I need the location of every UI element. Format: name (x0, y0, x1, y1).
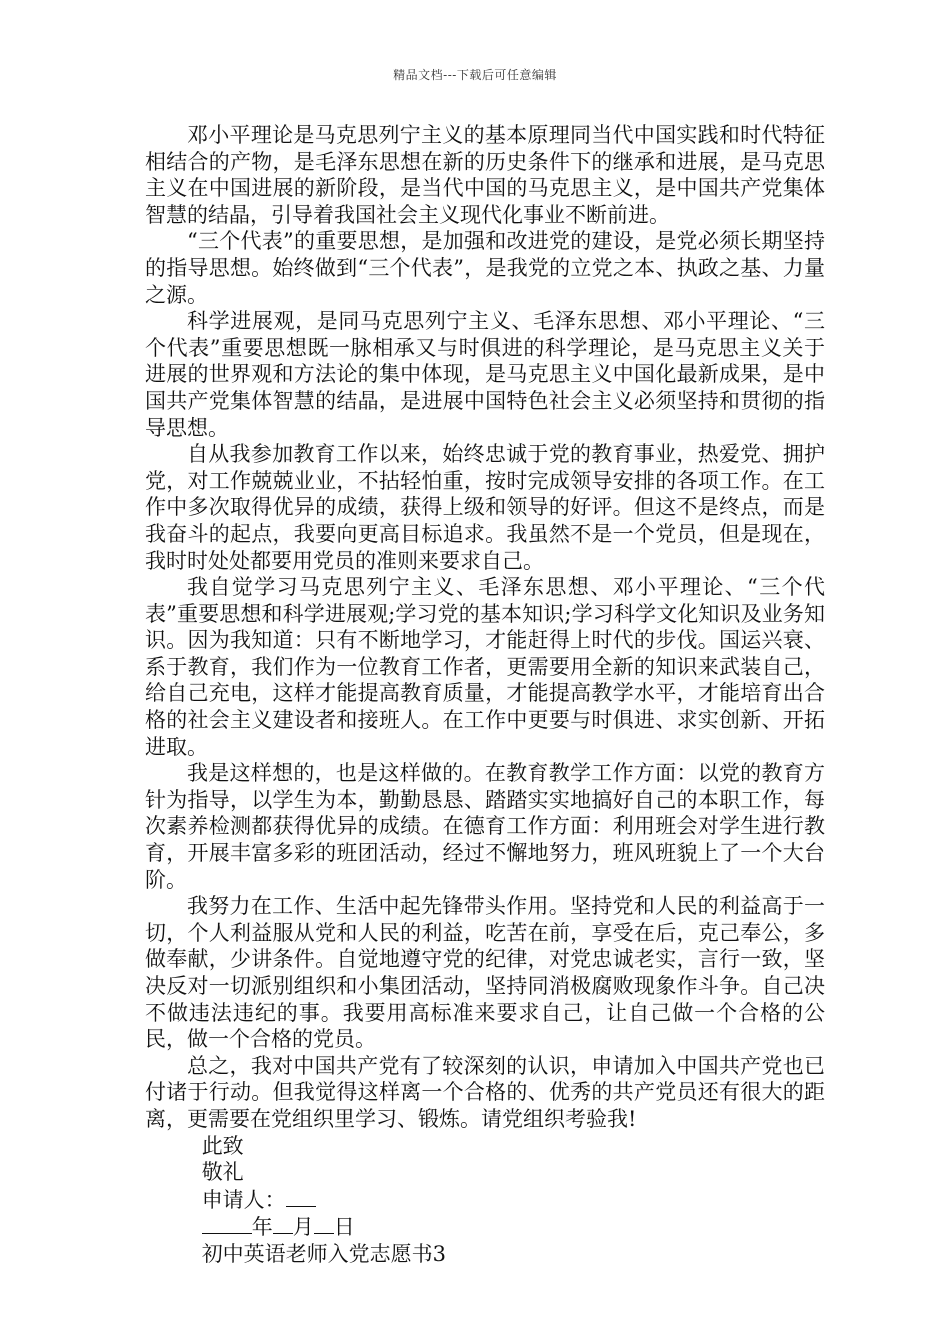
applicant-label: 申请人： (201, 1187, 286, 1212)
paragraph-teaching: 我是这样想的，也是这样做的。在教育教学工作方面：以党的教育方针为指导，以学生为本，勤勤恳恳、踏踏实实地搞好自己的本职工作，每次素养检测都获得优异的成绩。在德育工作方面：利用班会对学生进行教育，开展丰富多彩的班团活动，经过不懈地努力，班风班貌上了一个大台阶。 (145, 761, 825, 892)
paragraph-scientific-development: 科学进展观，是同马克思列宁主义、毛泽东思想、邓小平理论、“三个代表”重要思想既一脉相承又与时俱进的科学理论，是马克思主义关于进展的世界观和方法论的集中体现，是马克思主义中国化最新成果，是中国共产党集体智慧的结晶，是进展中国特色社会主义必须坚持和贯彻的指导思想。 (145, 309, 825, 440)
applicant-line (145, 1186, 825, 1214)
salutation-jingli: 敬礼 (201, 1160, 244, 1185)
paragraph-work-history: 自从我参加教育工作以来，始终忠诚于党的教育事业，热爱党、拥护党，对工作兢兢业业，不拈轻怕重，按时完成领导安排的各项工作。在工作中多次取得优异的成绩，获得上级和领导的好评。但这不是终点，而是我奋斗的起点，我要向更高目标追求。我虽然不是一个党员，但是现在，我时时处处都要用党员的准则来要求自己。 (145, 442, 825, 573)
month-blank (273, 1213, 293, 1234)
year-label: 年 (251, 1215, 273, 1240)
paragraph-study: 我自觉学习马克思列宁主义、毛泽东思想、邓小平理论、“三个代表”重要思想和科学进展观;学习党的基本知识;学习科学文化知识及业务知识。因为我知道：只有不断地学习，才能赶得上时代的步伐。国运兴衰、系于教育，我们作为一位教育工作者，更需要用全新的知识来武装自己，给自己充电，这样才能提高教育质量，才能提高教学水平，才能培育出合格的社会主义建设者和接班人。在工作中更要与时俱进、求实创新、开拓进取。 (145, 575, 825, 759)
day-blank (314, 1213, 334, 1234)
paragraph-three-represents: “三个代表”的重要思想，是加强和改进党的建设，是党必须长期坚持的指导思想。始终做到“三个代表”，是我党的立党之本、执政之基、力量之源。 (145, 229, 825, 307)
paragraph-conclusion: 总之，我对中国共产党有了较深刻的认识，申请加入中国共产党也已付诸于行动。但我觉得这样离一个合格的、优秀的共产党员还有很大的距离，更需要在党组织里学习、锻炼。请党组织考验我! (145, 1053, 825, 1131)
salutation-cizhi: 此致 (201, 1133, 244, 1158)
paragraph-vanguard: 我努力在工作、生活中起先锋带头作用。坚持党和人民的利益高于一切，个人利益服从党和人民的利益，吃苦在前，享受在后，克己奉公，多做奉献，少讲条件。自觉地遵守党的纪律，对党忠诚老实，言行一致，坚决反对一切派别组织和小集团活动，坚持同消极腐败现象作斗争。自己决不做违法违纪的事。我要用高标准来要求自己，让自己做一个合格的公民，做一个合格的党员。 (145, 894, 825, 1052)
day-label: 日 (333, 1215, 355, 1240)
page-header: 精品文档---下载后可任意编辑 (393, 68, 557, 82)
month-label: 月 (292, 1215, 314, 1240)
year-blank (202, 1213, 252, 1234)
document-body (145, 122, 825, 1268)
applicant-blank (286, 1186, 316, 1207)
paragraph-deng-theory: 邓小平理论是马克思列宁主义的基本原理同当代中国实践和时代特征相结合的产物，是毛泽东思想在新的历史条件下的继承和进展，是马克思主义在中国进展的新阶段，是当代中国的马克思主义，是中国共产党集体智慧的结晶，引导着我国社会主义现代化事业不断前进。 (145, 123, 825, 227)
date-line (145, 1213, 825, 1241)
next-document-title: 初中英语老师入党志愿书3 (201, 1241, 447, 1266)
